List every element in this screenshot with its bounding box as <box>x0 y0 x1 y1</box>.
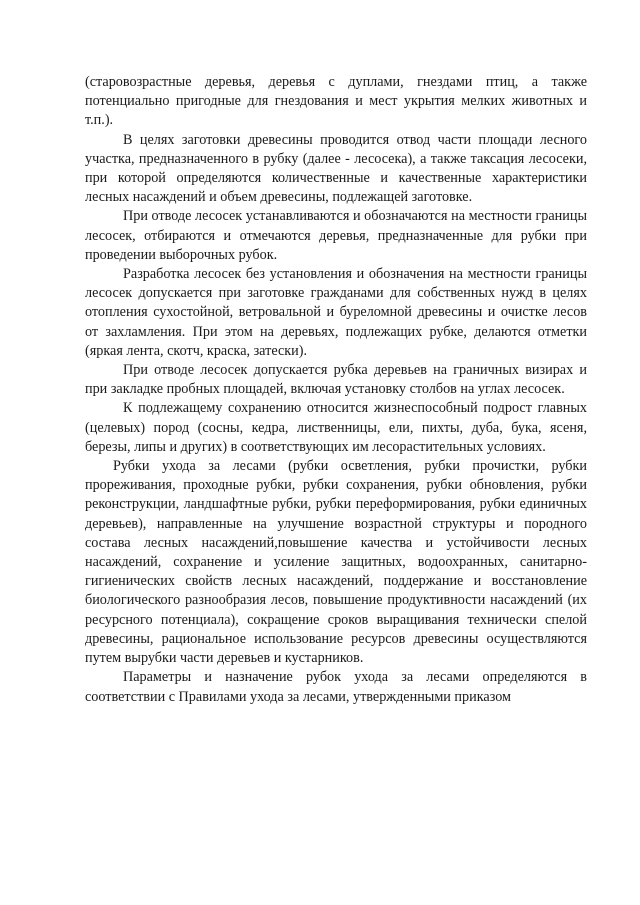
paragraph-parameters: Параметры и назначение рубок ухода за лесами определяются в соответствии с Правилами ухода за лесами, утвержденными приказом <box>85 669 587 705</box>
paragraph-boundaries: При отводе лесосек устанавливаются и обозначаются на местности границы лесосек, отбираются и отмечаются деревья, предназначенные для рубки при проведении выборочных рубок. <box>85 208 587 263</box>
paragraph-undergrowth: К подлежащему сохранению относится жизнеспособный подрост главных (целевых) пород (сосны, кедра, лиственницы, ели, пихты, дуба, бука, ясеня, березы, липы и других) в соответствующих им лесорастительных условиях. <box>85 400 587 455</box>
paragraph-development: Разработка лесосек без установления и обозначения на местности границы лесосек допускается при заготовке гражданами для собственных нужд в целях отопления сухостойной, ветровальной и буреломной древесины и очистке лесов от захламления. При этом на деревьях, подлежащих рубке, делаются отметки (яркая лента, скотч, краска, затески). <box>85 266 587 359</box>
paragraph-border-felling: При отводе лесосек допускается рубка деревьев на граничных визирах и при закладке пробных площадей, включая установку столбов на углах лесосек. <box>85 362 587 398</box>
paragraph-care-felling: Рубки ухода за лесами (рубки осветления, рубки прочистки, рубки прореживания, проходные рубки, рубки сохранения, рубки обновления, рубки реконструкции, ландшафтные рубки, рубки переформирования, рубки единичных деревьев), направленные на улучшение возрастной структуры и породного состава лесных насаждений,повышение качества и устойчивости лесных насаждений, сохранение и усиление защитных, водоохранных, санитарно-гигиенических свойств лесных насаждений, поддержание и восстановление биологического разнообразия лесов, повышение продуктивности насаждений (их ресурсного потенциала), сокращение сроков выращивания технически спелой древесины, рациональное использование ресурсов древесины осуществляются путем вырубки части деревьев и кустарников. <box>85 458 587 667</box>
paragraph-allotment: В целях заготовки древесины проводится отвод части площади лесного участка, предназначенного в рубку (далее - лесосека), а также таксация лесосеки, при которой определяются количественные и качественные характеристики лесных насаждений и объем древесины, подлежащей заготовке. <box>85 131 587 206</box>
paragraph-continuation: (старовозрастные деревья, деревья с дуплами, гнездами птиц, а также потенциально пригодные для гнездования и мест укрытия мелких животных и т.п.). <box>85 74 587 129</box>
document-page <box>85 73 587 707</box>
